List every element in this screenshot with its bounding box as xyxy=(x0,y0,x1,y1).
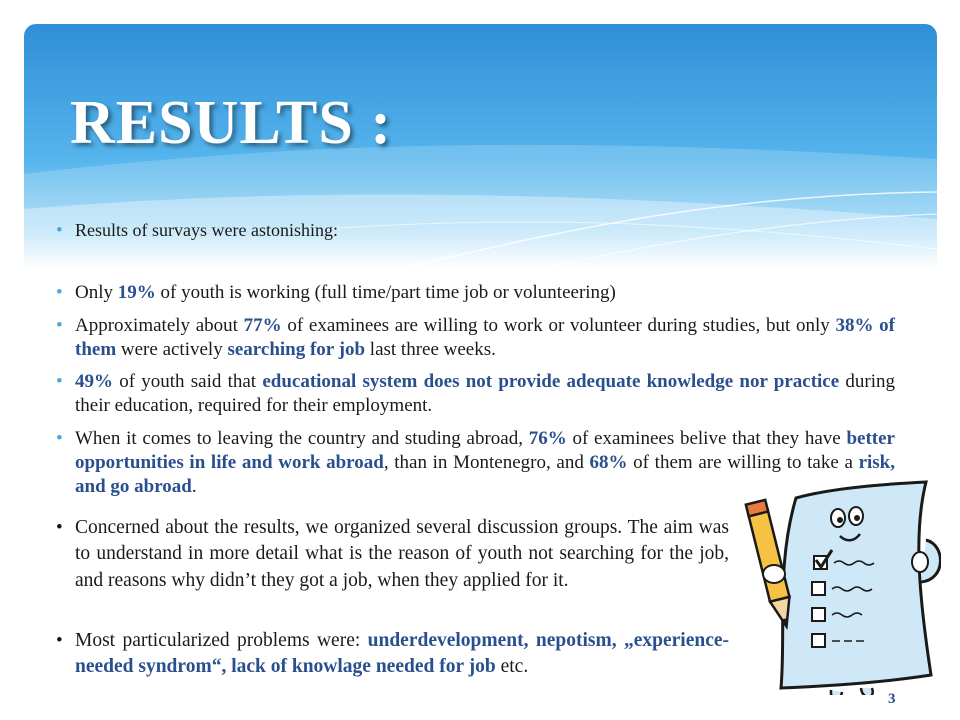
text-fragment: of youth said that xyxy=(113,371,263,392)
slide-title: RESULTS : xyxy=(70,89,393,157)
highlight-fragment: 77% xyxy=(243,315,282,336)
highlight-fragment: risk, and go abroad xyxy=(75,451,896,497)
highlight-fragment: better opportunities in life and work abroad xyxy=(75,428,895,473)
bullet-survey-intro xyxy=(75,219,895,242)
bullet-education-system xyxy=(75,370,895,418)
bullet-text: Results of survays were astonishing: xyxy=(75,220,338,240)
text-fragment: last three weeks. xyxy=(365,338,496,360)
highlight-fragment: 76% xyxy=(528,428,567,449)
text-fragment: of examinees are willing to work or volunteer during studies, but only xyxy=(281,315,836,336)
bullet-youth-working xyxy=(75,281,895,305)
page-number: 3 xyxy=(888,691,896,707)
highlight-fragment: 49% xyxy=(75,371,113,392)
text-fragment: were actively xyxy=(116,338,228,360)
text-fragment: , than in Montenegro, and xyxy=(383,451,590,473)
highlight-fragment: educational system does not provide adequate knowledge nor practice xyxy=(262,371,840,392)
text-fragment: during their education, required for their employment. xyxy=(75,371,896,416)
text-fragment: . xyxy=(191,475,197,497)
text-fragment: of examinees belive that they have xyxy=(566,428,847,449)
text-fragment: Only xyxy=(75,282,118,303)
text-fragment: of them are willing to take a xyxy=(627,451,859,473)
text-fragment: of youth is working (full time/part time job or volunteering) xyxy=(155,282,616,303)
text-fragment: Most particularized problems were: xyxy=(75,630,368,651)
highlight-fragment: searching for job xyxy=(227,338,366,360)
text-fragment: When it comes to leaving the country and studing abroad, xyxy=(75,428,529,449)
bullet-willing-to-work xyxy=(75,314,895,362)
bullet-problems xyxy=(75,628,729,681)
highlight-fragment: 38% of them xyxy=(75,315,896,360)
highlight-fragment: 68% xyxy=(589,451,628,473)
highlight-fragment: 19% xyxy=(117,282,156,303)
highlight-fragment: underdevelopment, nepotism, „experience-needed syndrom“, lack of knowlage needed for job xyxy=(75,630,730,678)
checklist-with-pencil-icon xyxy=(736,470,941,695)
text-fragment: Approximately about xyxy=(75,315,244,336)
bullet-text: Concerned about the results, we organized several discussion groups. The aim was to understand in more detail what is the reason of youth not searching for the job, and reasons why didn’t they got a job, when they applied for it. xyxy=(75,517,729,591)
text-fragment: etc. xyxy=(495,656,529,678)
bullet-discussion-groups xyxy=(75,515,729,594)
